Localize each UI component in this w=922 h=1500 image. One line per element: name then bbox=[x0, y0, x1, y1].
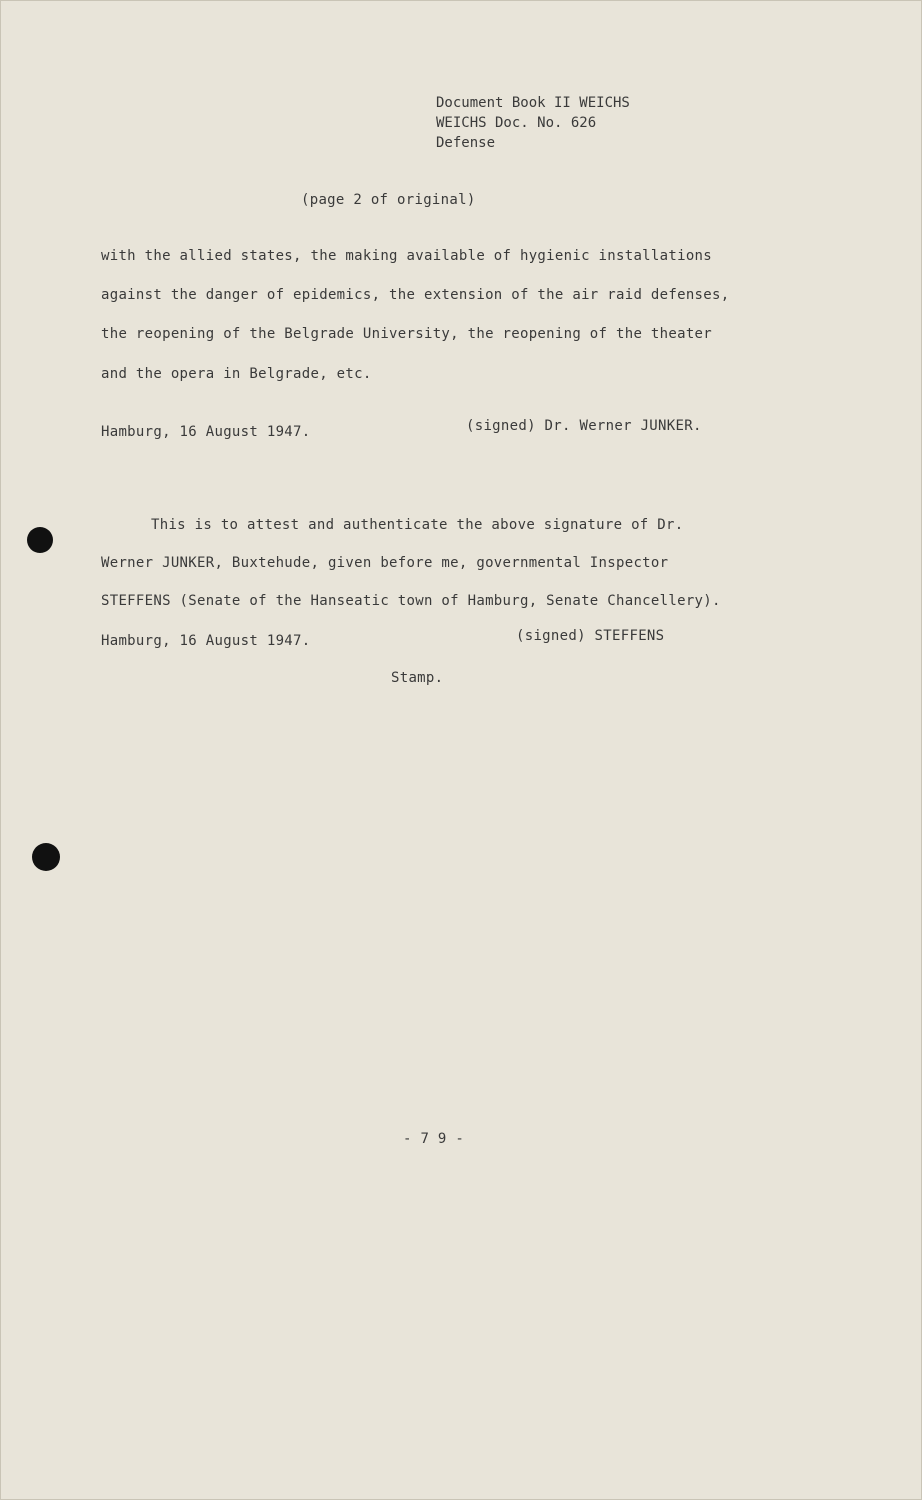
signature1-signed: (signed) Dr. Werner JUNKER. bbox=[466, 418, 702, 434]
body-line-1: with the allied states, the making available of hygienic installations bbox=[101, 248, 713, 264]
header-doc-number: WEICHS Doc. No. 626 bbox=[436, 115, 597, 131]
page-note: (page 2 of original) bbox=[301, 192, 476, 208]
header-defense: Defense bbox=[436, 135, 496, 151]
punch-hole-bottom bbox=[32, 843, 60, 871]
signature1-place-date: Hamburg, 16 August 1947. bbox=[101, 424, 311, 440]
document-header bbox=[436, 93, 630, 153]
attest-line-2: Werner JUNKER, Buxtehude, given before me, governmental Inspector bbox=[101, 555, 669, 571]
page-number: - 7 9 - bbox=[403, 1131, 465, 1147]
stamp-text: Stamp. bbox=[391, 670, 444, 686]
attest-line-1: This is to attest and authenticate the above signature of Dr. bbox=[151, 517, 684, 533]
punch-hole-top bbox=[27, 527, 53, 553]
body-line-3: the reopening of the Belgrade University, the reopening of the theater bbox=[101, 326, 713, 342]
header-document-book: Document Book II WEICHS bbox=[436, 95, 630, 111]
signature2-place-date: Hamburg, 16 August 1947. bbox=[101, 633, 311, 649]
attest-line-3: STEFFENS (Senate of the Hanseatic town of Hamburg, Senate Chancellery). bbox=[101, 593, 721, 609]
body-line-2: against the danger of epidemics, the extension of the air raid defenses, bbox=[101, 287, 730, 303]
signature2-signed: (signed) STEFFENS bbox=[516, 628, 665, 644]
body-line-4: and the opera in Belgrade, etc. bbox=[101, 366, 372, 382]
